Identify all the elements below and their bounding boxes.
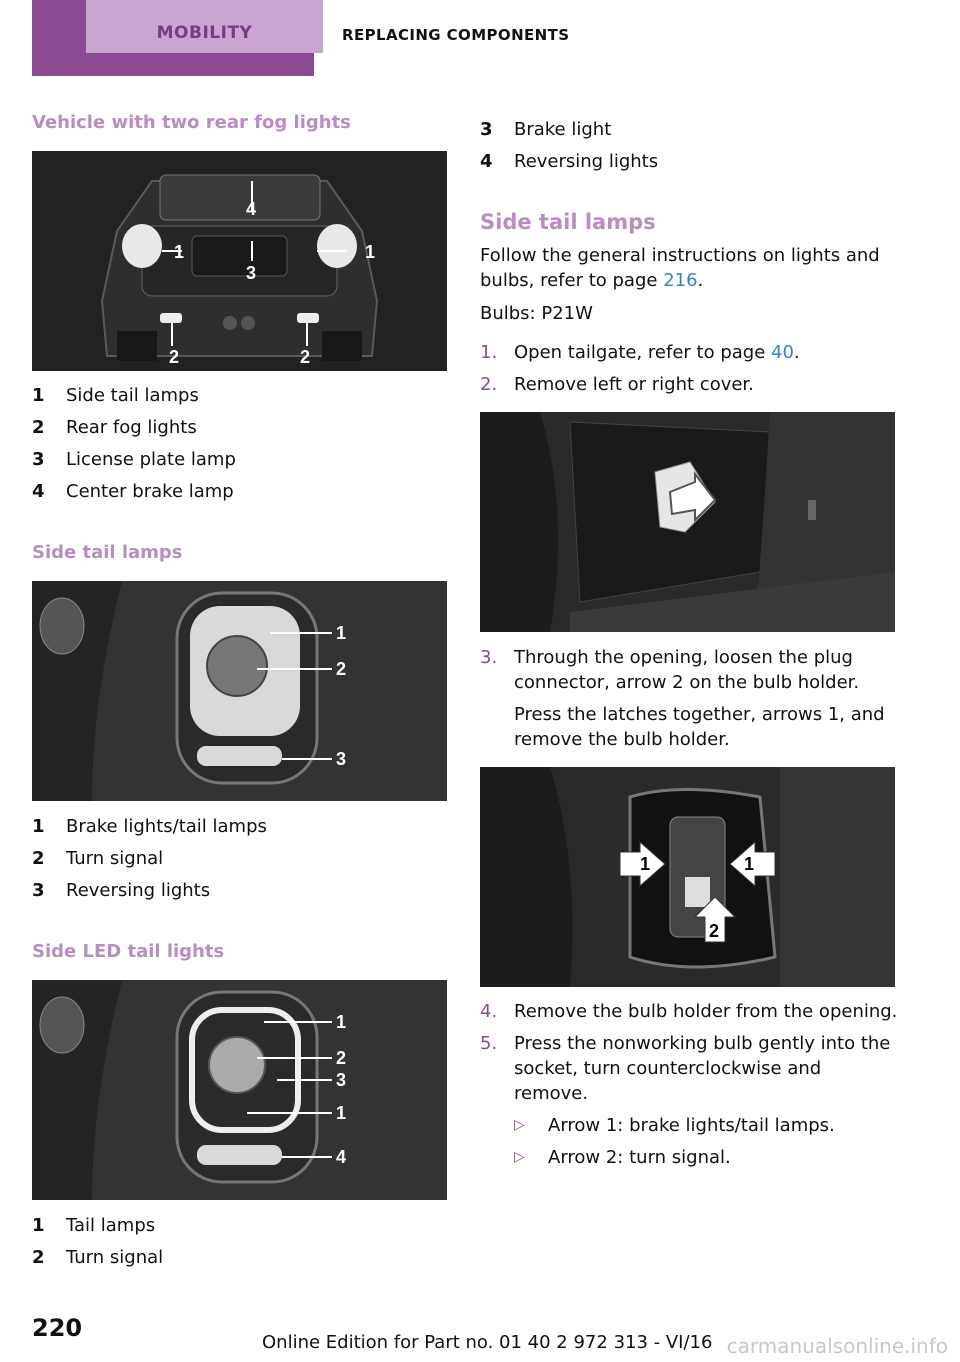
legend-item: 4 Center brake lamp bbox=[32, 481, 234, 502]
steps-1-2 bbox=[480, 340, 900, 404]
legend-item: 2 Turn signal bbox=[32, 1247, 164, 1268]
chapter-title: MOBILITY bbox=[86, 0, 323, 53]
fig1-callout: 1 bbox=[174, 242, 185, 262]
section-title: REPLACING COMPONENTS bbox=[342, 26, 570, 44]
step-item: 3. Through the opening, loosen the plug connector, arrow 2 on the bulb holder. Press the latches together, arrows 1, and remove the bulb holder. bbox=[480, 647, 885, 750]
fog-legend bbox=[32, 380, 236, 508]
legend-item: 3 License plate lamp bbox=[32, 449, 236, 470]
sub-list bbox=[480, 1113, 900, 1170]
page-number: 220 bbox=[32, 1314, 83, 1342]
legend-item: 3 Reversing lights bbox=[32, 880, 211, 901]
legend-item: 1 Side tail lamps bbox=[32, 385, 199, 406]
fig2-callout: 1 bbox=[336, 623, 347, 643]
chapter-tab bbox=[32, 0, 314, 76]
fig3-callout: 2 bbox=[336, 1048, 347, 1068]
page-ref-link[interactable]: 40 bbox=[771, 342, 794, 363]
side-legend bbox=[32, 811, 267, 907]
side-tail-lamps-heading: Side tail lamps bbox=[480, 210, 656, 234]
fig2-callout: 3 bbox=[336, 749, 347, 769]
sub-item: ▷ Arrow 2: turn signal. bbox=[514, 1147, 731, 1168]
legend-item: 1 Brake lights/tail lamps bbox=[32, 816, 267, 837]
fig3-callout: 4 bbox=[336, 1147, 347, 1167]
trunk-cover-figure bbox=[480, 412, 895, 632]
fig5-callout: 1 bbox=[744, 854, 755, 874]
page-ref-link[interactable]: 216 bbox=[663, 270, 698, 291]
legend-item: 1 Tail lamps bbox=[32, 1215, 156, 1236]
legend-item: 2 Turn signal bbox=[32, 848, 164, 869]
fig3-callout: 1 bbox=[336, 1012, 347, 1032]
led-legend bbox=[32, 1210, 163, 1274]
edition-note: Online Edition for Part no. 01 40 2 972 313 - VI/16 bbox=[262, 1332, 713, 1353]
fig5-callout: 2 bbox=[709, 921, 720, 941]
step-3 bbox=[480, 645, 900, 759]
step-item: 2. Remove left or right cover. bbox=[480, 374, 754, 395]
step-item: 4. Remove the bulb holder from the opening. bbox=[480, 1001, 898, 1022]
fig1-callout: 2 bbox=[300, 347, 311, 367]
side-tail-lamp-figure bbox=[32, 581, 447, 801]
fig3-callout: 1 bbox=[336, 1103, 347, 1123]
fog-heading: Vehicle with two rear fog lights bbox=[32, 112, 351, 133]
triangle-bullet-icon: ▷ bbox=[514, 1149, 525, 1165]
bulb-holder-figure bbox=[480, 767, 895, 987]
triangle-bullet-icon: ▷ bbox=[514, 1117, 525, 1133]
fig1-callout: 1 bbox=[365, 242, 376, 262]
led-heading: Side LED tail lights bbox=[32, 941, 225, 962]
legend-item: 2 Rear fog lights bbox=[32, 417, 197, 438]
rear-car-figure bbox=[32, 151, 447, 371]
fig1-callout: 4 bbox=[246, 199, 257, 219]
bulb-type: Bulbs: P21W bbox=[480, 303, 593, 324]
fig5-callout: 1 bbox=[640, 854, 651, 874]
legend-item: 4 Reversing lights bbox=[480, 151, 659, 172]
fig3-callout: 3 bbox=[336, 1070, 347, 1090]
steps-4-5 bbox=[480, 999, 900, 1177]
side-tail-heading: Side tail lamps bbox=[32, 542, 183, 563]
fig2-callout: 2 bbox=[336, 659, 347, 679]
sub-item: ▷ Arrow 1: brake lights/tail lamps. bbox=[514, 1115, 835, 1136]
step-item: 1. Open tailgate, refer to page 40. bbox=[480, 342, 800, 363]
led-tail-lamp-figure bbox=[32, 980, 447, 1200]
step-item: 5. Press the nonworking bulb gently into the socket, turn counterclockwise and remove. bbox=[480, 1033, 891, 1104]
led-legend-continued bbox=[480, 114, 658, 178]
legend-item: 3 Brake light bbox=[480, 119, 612, 140]
fig1-callout: 3 bbox=[246, 263, 257, 283]
intro-paragraph: Follow the general instructions on lights and bulbs, refer to page 216. bbox=[480, 245, 880, 291]
watermark: carmanualsonline.info bbox=[726, 1334, 948, 1358]
fig1-callout: 2 bbox=[169, 347, 180, 367]
